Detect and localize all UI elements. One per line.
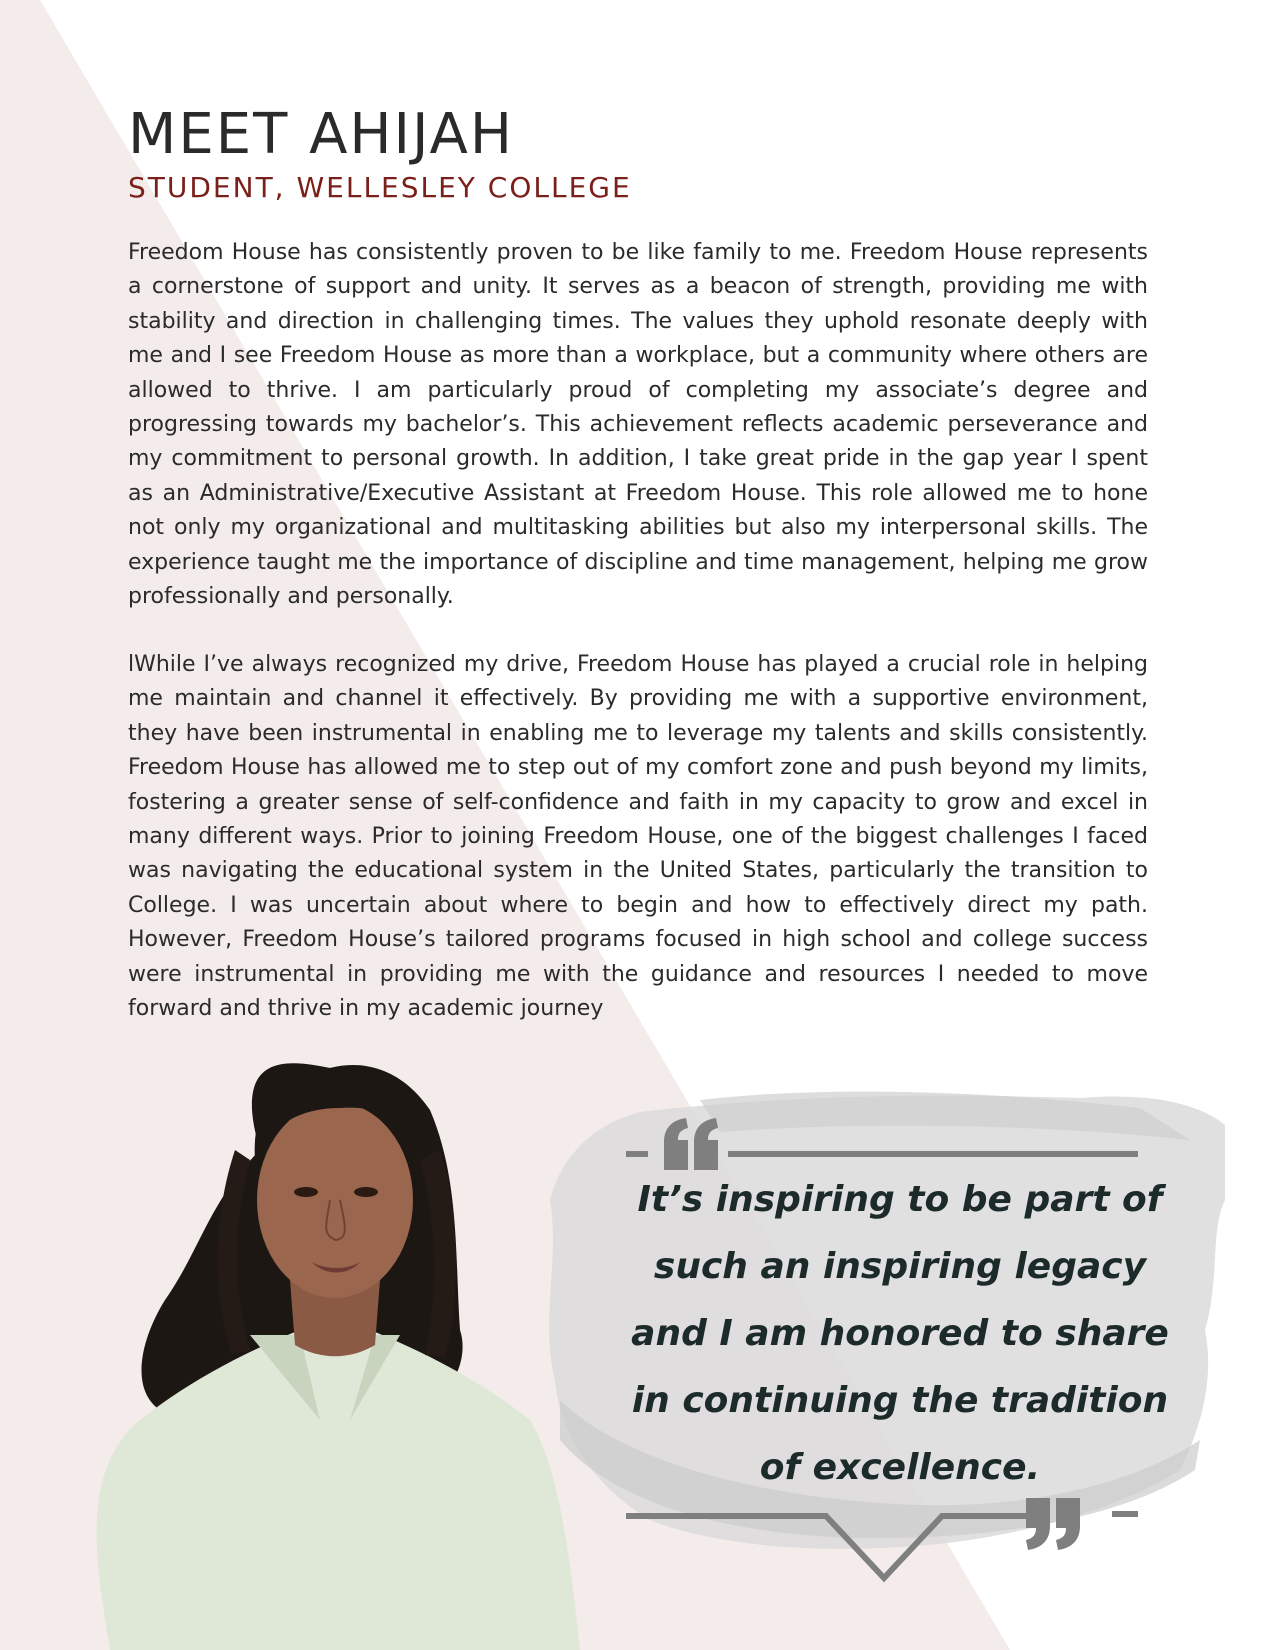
quote-bottom-line	[626, 1516, 1040, 1578]
page-title: MEET AHIJAH	[128, 102, 514, 167]
body-paragraph-1: Freedom House has consistently proven to be like family to me. Freedom House represents a cornerstone of support and unity. It serves as a beacon of strength, providing me with stability and direction in challenging times. The values they uphold resonate deeply with me and I see Freedom House as more than a workplace, but a community where others are allowed to thrive. I am particularly proud of completing my associate’s degree and progressing towards my bachelor’s. This achievement reflects academic perseverance and my commitment to personal growth. In addition, I take great pride in the gap year I spent as an Administrative/Executive Assistant at Freedom House. This role allowed me to hone not only my organizational and multitasking abilities but also my interpersonal skills. The experience taught me the importance of discipline and time management, helping me grow professionally and personally.	[128, 240, 1148, 610]
close-quote-icon	[1026, 1498, 1080, 1550]
body-paragraph-2: lWhile I’ve always recognized my drive, Freedom House has played a crucial role in helping me maintain and channel it effectively. By providing me with a supportive environment, they have been instrumental in enabling me to leverage my talents and skills consistently. Freedom House has allowed me to step out of my comfort zone and push beyond my limits, fostering a greater sense of self-confidence and faith in my capacity to grow and excel in many different ways. Prior to joining Freedom House, one of the biggest challenges I faced was navigating the educational system in the United States, particularly the transition to College. I was uncertain about where to begin and how to effectively direct my path. However, Freedom House’s tailored programs focused in high school and college success were instrumental in providing me with the guidance and resources I needed to move forward and thrive in my academic journey	[128, 652, 1148, 1022]
pull-quote: It’s inspiring to be part of such an inspiring legacy and I am honored to share in continuing the tradition of excellence.	[631, 1179, 1169, 1488]
page-subtitle: STUDENT, WELLESLEY COLLEGE	[128, 171, 632, 204]
open-quote-icon	[664, 1118, 718, 1170]
